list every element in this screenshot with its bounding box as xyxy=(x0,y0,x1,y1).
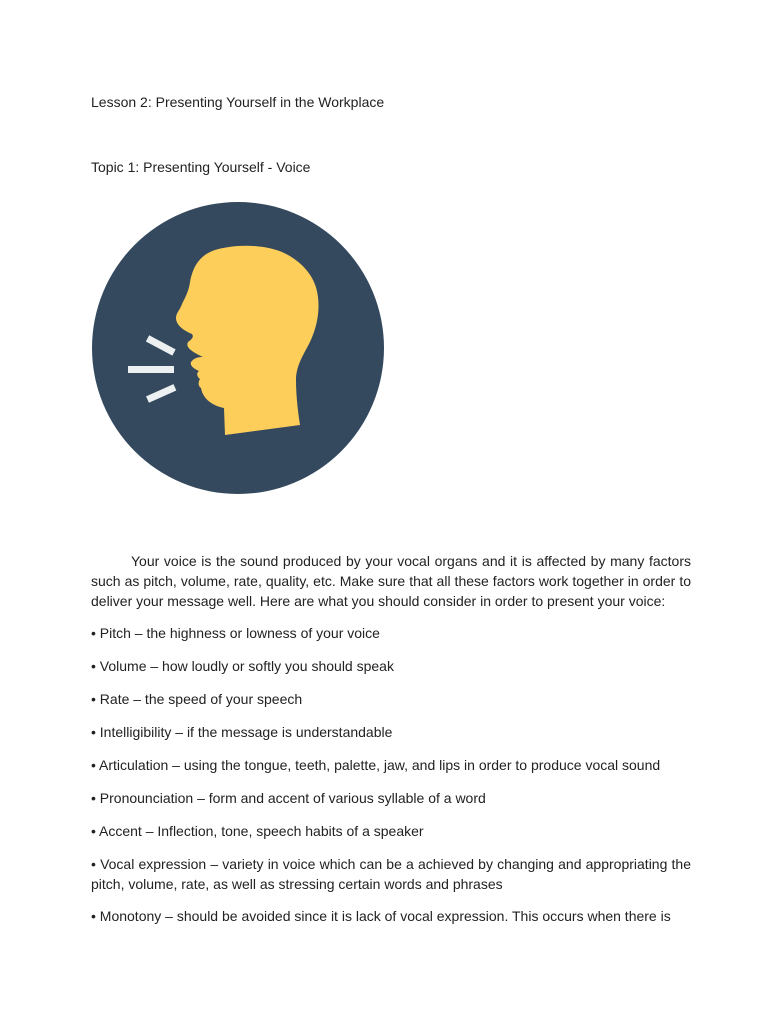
lesson-title: Lesson 2: Presenting Yourself in the Workplace xyxy=(91,94,385,110)
list-item-articulation: • Articulation – using the tongue, teeth, palette, jaw, and lips in order to produce vocal sound xyxy=(91,757,661,773)
list-item-accent: • Accent – Inflection, tone, speech habits of a speaker xyxy=(91,823,424,839)
list-item-vocal-expression: • Vocal expression – variety in voice which can be a achieved by changing and appropriating the pitch, volume, rate, as well as stressing certain words and phrases xyxy=(91,856,691,892)
list-item-monotony: • Monotony – should be avoided since it is lack of vocal expression. This occurs when there is xyxy=(91,908,671,924)
list-item-pronounciation: • Pronounciation – form and accent of various syllable of a word xyxy=(91,790,486,806)
sound-line-middle xyxy=(128,366,174,373)
list-item-volume: • Volume – how loudly or softly you should speak xyxy=(91,658,394,674)
factor-list xyxy=(91,623,691,939)
intro-paragraph: Your voice is the sound produced by your vocal organs and it is affected by many factors such as pitch, volume, rate, quality, etc. Make sure that all these factors work together in order to deliver your message well. Here are what you should consider in order to present your voice: xyxy=(91,553,691,609)
list-item-pitch: • Pitch – the highness or lowness of your voice xyxy=(91,625,380,641)
list-item-intelligibility: • Intelligibility – if the message is understandable xyxy=(91,724,393,740)
speaking-head-icon xyxy=(90,200,386,496)
list-item-rate: • Rate – the speed of your speech xyxy=(91,691,303,707)
topic-title: Topic 1: Presenting Yourself - Voice xyxy=(91,159,311,175)
